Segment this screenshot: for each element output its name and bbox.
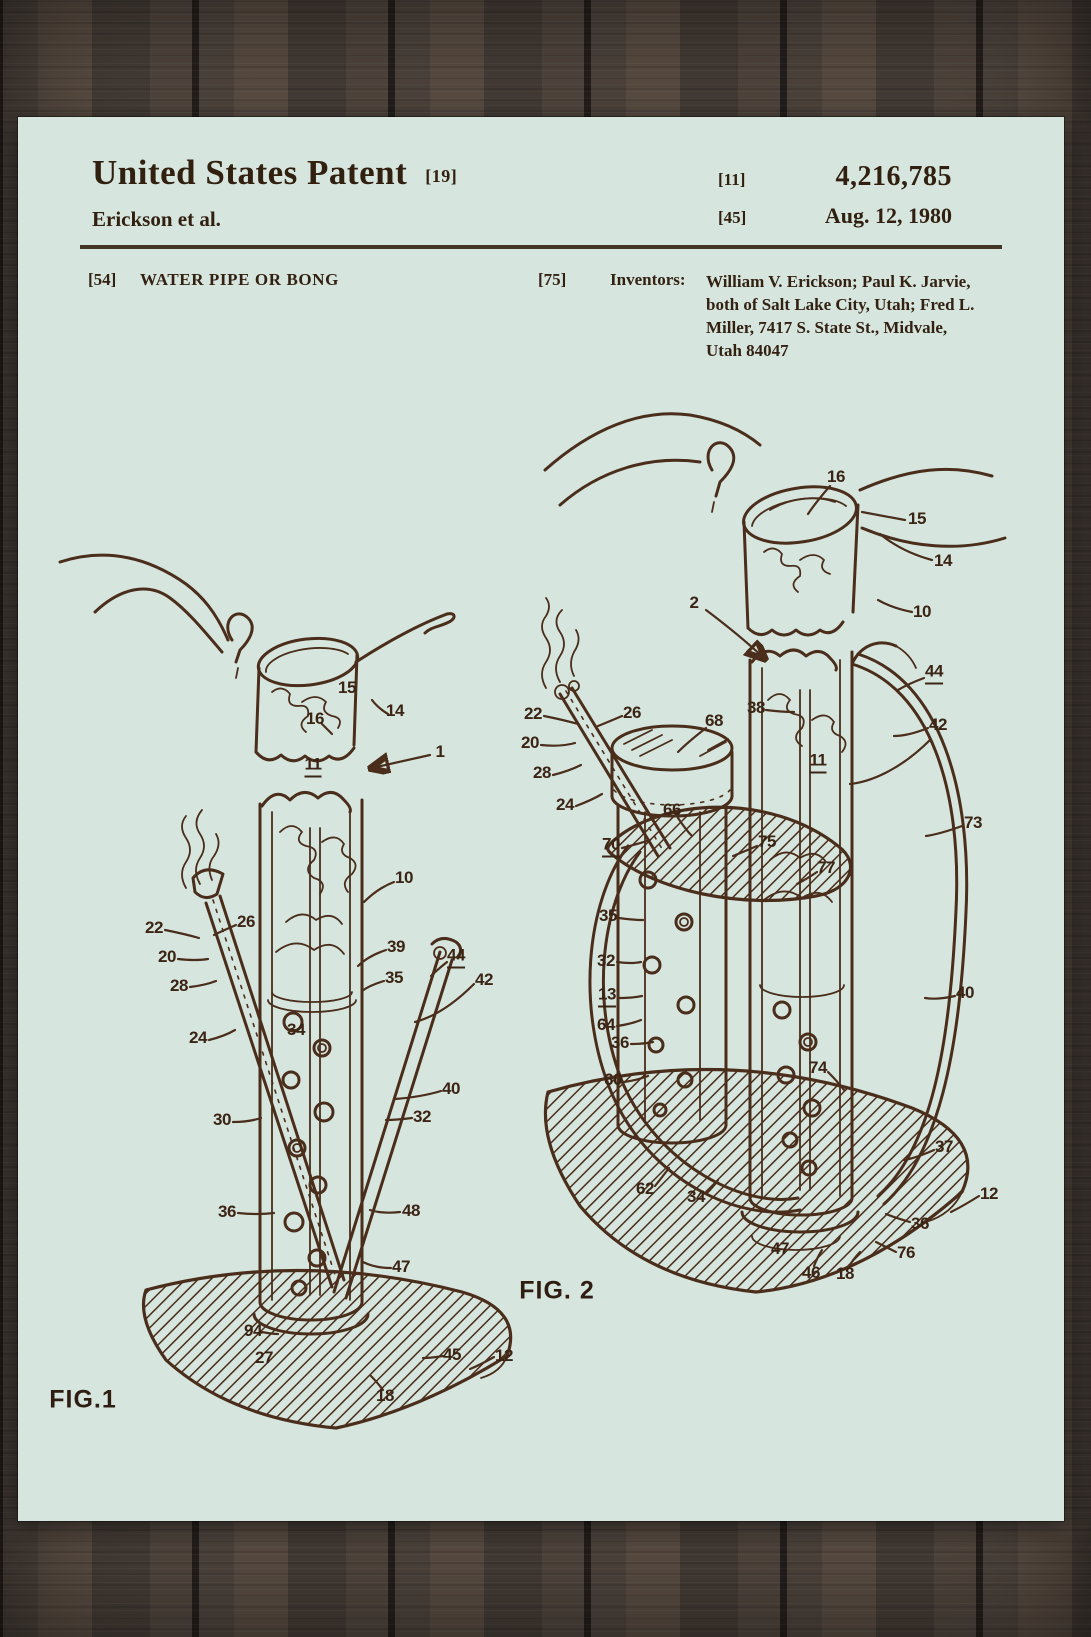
ref-numeral-12: 12 bbox=[495, 1346, 513, 1365]
inventors-names: William V. Erickson; Paul K. Jarvie, both of Salt Lake City, Utah; Fred L. Miller, 7417 S. State St., Midvale, Utah 84047 bbox=[706, 272, 975, 360]
ref-numeral-32: 32 bbox=[597, 951, 615, 970]
ref-numeral-1: 1 bbox=[435, 742, 445, 761]
ref-numeral-76: 76 bbox=[897, 1243, 915, 1262]
number-bracket: [11] bbox=[718, 170, 746, 189]
ref-numeral-42: 42 bbox=[929, 715, 947, 734]
patent-number: 4,216,785 bbox=[835, 161, 952, 192]
figure1-caption: FIG.1 bbox=[49, 1385, 117, 1414]
ref-numeral-40: 40 bbox=[956, 983, 974, 1002]
ref-numeral-75: 75 bbox=[758, 832, 776, 851]
ref-numeral-32: 32 bbox=[413, 1107, 431, 1126]
ref-numeral-14: 14 bbox=[934, 551, 952, 570]
ref-numeral-15: 15 bbox=[908, 509, 926, 528]
ref-numeral-45: 45 bbox=[443, 1345, 461, 1364]
ref-numeral-11: 11 bbox=[810, 751, 827, 774]
ref-numeral-48: 48 bbox=[402, 1201, 420, 1220]
ref-numeral-47: 47 bbox=[392, 1257, 410, 1276]
date-bracket: [45] bbox=[718, 208, 747, 227]
ref-numeral-18: 18 bbox=[836, 1264, 854, 1283]
ref-numeral-94: 94 bbox=[244, 1321, 262, 1340]
inventor-line: Erickson et al. bbox=[92, 207, 221, 231]
ref-numeral-70: 70 bbox=[602, 835, 620, 858]
ref-numeral-20: 20 bbox=[521, 733, 539, 752]
invention-title: WATER PIPE OR BONG bbox=[140, 270, 339, 289]
ref-numeral-35: 35 bbox=[385, 968, 403, 987]
ref-numeral-66: 66 bbox=[663, 800, 681, 819]
ref-numeral-18: 18 bbox=[376, 1386, 394, 1405]
ref-numeral-47: 47 bbox=[771, 1239, 789, 1258]
ref-numeral-28: 28 bbox=[170, 976, 188, 995]
ref-numeral-24: 24 bbox=[189, 1028, 207, 1047]
ref-numeral-44: 44 bbox=[925, 662, 943, 685]
ref-numeral-28: 28 bbox=[533, 763, 551, 782]
ref-numeral-39: 39 bbox=[387, 937, 405, 956]
ref-numeral-16: 16 bbox=[306, 709, 324, 728]
ref-numeral-73: 73 bbox=[964, 813, 982, 832]
ref-numeral-34: 34 bbox=[687, 1187, 705, 1206]
ref-numeral-34: 34 bbox=[287, 1020, 305, 1039]
ref-numeral-26: 26 bbox=[237, 912, 255, 931]
ref-numeral-60: 60 bbox=[604, 1070, 622, 1089]
title-bracket: [19] bbox=[425, 166, 458, 186]
ref-numeral-68: 68 bbox=[705, 711, 723, 730]
ref-numeral-22: 22 bbox=[145, 918, 163, 937]
ref-numeral-20: 20 bbox=[158, 947, 176, 966]
ref-numeral-77: 77 bbox=[817, 858, 835, 877]
ref-numeral-38: 38 bbox=[747, 698, 765, 717]
ref-numeral-11: 11 bbox=[305, 755, 322, 778]
title-field-code: [54] bbox=[88, 270, 117, 289]
ref-numeral-2: 2 bbox=[689, 593, 699, 612]
inventors-field-label: Inventors: bbox=[610, 270, 686, 289]
ref-numeral-10: 10 bbox=[913, 602, 931, 621]
patent-title-text: United States Patent bbox=[92, 153, 408, 192]
ref-numeral-27: 27 bbox=[255, 1348, 273, 1367]
ref-numeral-10: 10 bbox=[395, 868, 413, 887]
ref-numeral-36: 36 bbox=[611, 1033, 629, 1052]
ref-numeral-26: 26 bbox=[623, 703, 641, 722]
ref-numeral-16: 16 bbox=[827, 467, 845, 486]
ref-numeral-46: 46 bbox=[802, 1263, 820, 1282]
patent-date: Aug. 12, 1980 bbox=[824, 203, 952, 228]
ref-numeral-36: 36 bbox=[218, 1202, 236, 1221]
figure2-caption: FIG. 2 bbox=[519, 1276, 595, 1305]
ref-numeral-24: 24 bbox=[556, 795, 574, 814]
ref-numeral-36: 36 bbox=[911, 1214, 929, 1233]
inventors-field-code: [75] bbox=[538, 270, 567, 289]
ref-numeral-14: 14 bbox=[386, 701, 404, 720]
ref-numeral-35: 35 bbox=[599, 906, 617, 925]
ref-numeral-42: 42 bbox=[475, 970, 493, 989]
ref-numeral-37: 37 bbox=[935, 1137, 953, 1156]
ref-numeral-13: 13 bbox=[598, 985, 616, 1008]
ref-numeral-74: 74 bbox=[809, 1058, 827, 1077]
ref-numeral-62: 62 bbox=[636, 1179, 654, 1198]
ref-numeral-64: 64 bbox=[597, 1015, 615, 1034]
ref-numeral-12: 12 bbox=[980, 1184, 998, 1203]
ref-numeral-15: 15 bbox=[338, 678, 356, 697]
ref-numeral-22: 22 bbox=[524, 704, 542, 723]
ref-numeral-30: 30 bbox=[213, 1110, 231, 1129]
ref-numeral-40: 40 bbox=[442, 1079, 460, 1098]
ref-numeral-44: 44 bbox=[447, 946, 465, 969]
